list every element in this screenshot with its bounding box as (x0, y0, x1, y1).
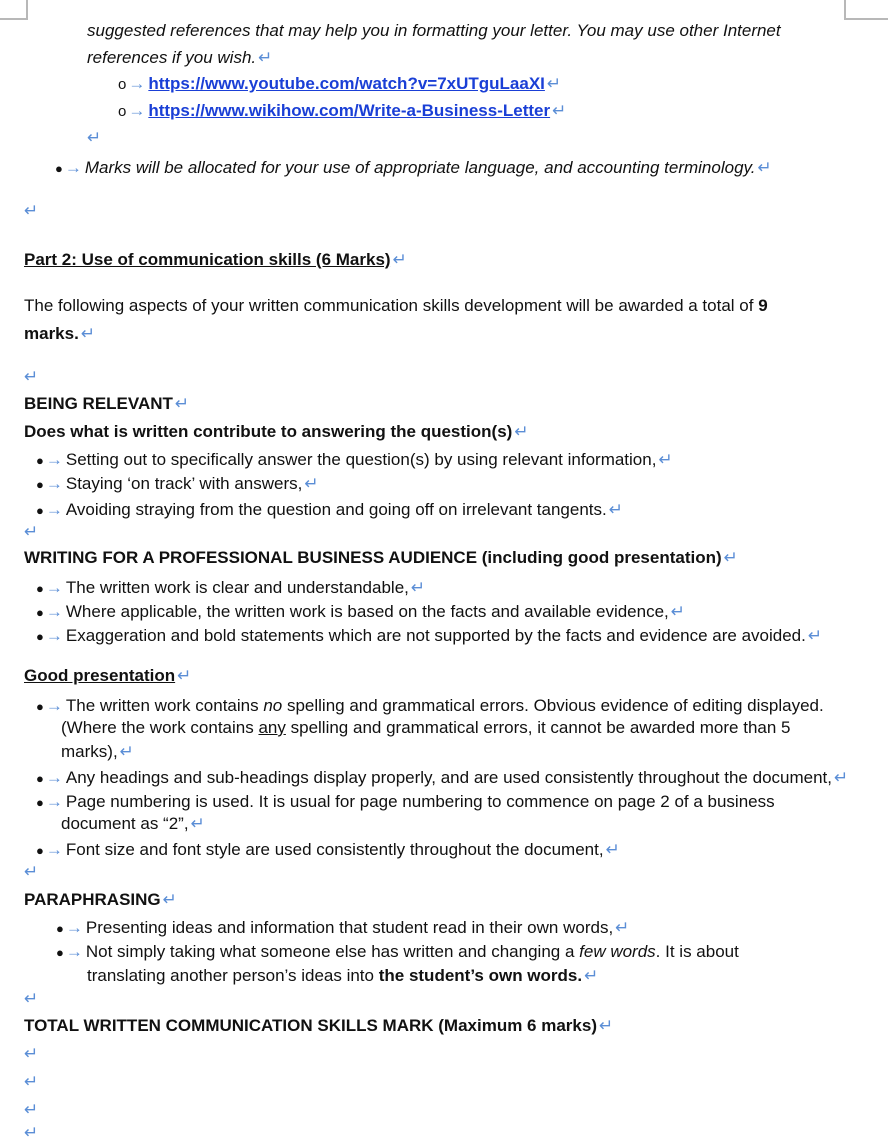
list-item-continuation: document as “2”, ↵ (61, 814, 205, 833)
bullet-icon: ● (56, 921, 64, 936)
list-item: ● → Presenting ideas and information that student read in their own words, ↵ (56, 918, 630, 937)
paragraph-mark: ↵ (24, 1123, 39, 1142)
paragraph-mark: ↵ (24, 1044, 39, 1063)
paragraph-mark: ↵ (87, 128, 102, 147)
presentation-heading: Good presentation ↵ (24, 666, 192, 685)
crop-mark-top-left (0, 0, 28, 20)
list-item: ● → Font size and font style are used consistently throughout the document, ↵ (36, 840, 620, 859)
relevant-subheading: Does what is written contribute to answering the question(s) ↵ (24, 422, 529, 441)
list-item-continuation: translating another person’s ideas into the student’s own words. ↵ (87, 966, 599, 985)
list-item: ● → Any headings and sub-headings display properly, and are used consistently throughout the document, ↵ (36, 768, 849, 787)
paragraph-mark: ↵ (24, 522, 39, 541)
part2-heading: Part 2: Use of communication skills (6 Marks) ↵ (24, 250, 407, 269)
bullet-icon: ● (36, 843, 44, 858)
bullet-icon: ● (36, 503, 44, 518)
list-item: ● → The written work is clear and understandable, ↵ (36, 578, 426, 597)
bullet-icon: ● (36, 453, 44, 468)
bullet-icon: ● (56, 945, 64, 960)
youtube-link[interactable]: https://www.youtube.com/watch?v=7xUTguLaaXI (148, 74, 545, 93)
bullet-icon: ● (55, 161, 63, 176)
list-item-continuation: (Where the work contains any spelling and grammatical errors, it cannot be awarded more than 5 (61, 718, 791, 737)
reference-link-item: o → https://www.youtube.com/watch?v=7xUTguLaaXI ↵ (118, 74, 562, 93)
wikihow-link[interactable]: https://www.wikihow.com/Write-a-Business-Letter (148, 101, 551, 120)
intro-line-2: references if you wish. ↵ (87, 48, 273, 67)
reference-link-item: o → https://www.wikihow.com/Write-a-Business-Letter ↵ (118, 101, 567, 120)
list-item: ● → Where applicable, the written work is based on the facts and available evidence, ↵ (36, 602, 686, 621)
paragraph-mark: ↵ (24, 1100, 39, 1119)
bullet-icon: ● (36, 795, 44, 810)
relevant-heading: BEING RELEVANT ↵ (24, 394, 190, 413)
list-item: ● → Not simply taking what someone else has written and changing a few words. It is about (56, 942, 739, 961)
bullet-icon: ● (36, 771, 44, 786)
intro-line-1: suggested references that may help you in formatting your letter. You may use other Internet (87, 21, 781, 40)
paragraph-mark: ↵ (24, 201, 39, 220)
paragraph-mark: ↵ (24, 862, 39, 881)
bullet-icon: ● (36, 477, 44, 492)
sub-bullet-icon: o (118, 76, 127, 93)
paragraph-mark: ↵ (24, 367, 39, 386)
list-item-continuation: marks), ↵ (61, 742, 134, 761)
total-marks-heading: TOTAL WRITTEN COMMUNICATION SKILLS MARK (Maximum 6 marks) ↵ (24, 1016, 614, 1035)
list-item: ● → The written work contains no spelling and grammatical errors. Obvious evidence of editing displayed. (36, 696, 824, 715)
list-item: ● → Setting out to specifically answer the question(s) by using relevant information, ↵ (36, 450, 673, 469)
list-item: ● → Avoiding straying from the question and going off on irrelevant tangents. ↵ (36, 500, 623, 519)
part2-paragraph-line-1: The following aspects of your written communication skills development will be awarded a total of 9 (24, 296, 768, 315)
professional-heading: WRITING FOR A PROFESSIONAL BUSINESS AUDIENCE (including good presentation) ↵ (24, 548, 738, 567)
crop-mark-top-right (844, 0, 888, 20)
list-item: ● → Staying ‘on track’ with answers, ↵ (36, 474, 319, 493)
paragraph-mark: ↵ (24, 989, 39, 1008)
list-item: ● → Page numbering is used. It is usual for page numbering to commence on page 2 of a business (36, 792, 775, 811)
marks-note: ● → Marks will be allocated for your use of appropriate language, and accounting terminology. ↵ (55, 158, 772, 177)
paragraph-mark: ↵ (24, 1072, 39, 1091)
bullet-icon: ● (36, 699, 44, 714)
sub-bullet-icon: o (118, 103, 127, 120)
bullet-icon: ● (36, 581, 44, 596)
bullet-icon: ● (36, 629, 44, 644)
list-item: ● → Exaggeration and bold statements which are not supported by the facts and evidence are avoided. ↵ (36, 626, 823, 645)
paraphrasing-heading: PARAPHRASING ↵ (24, 890, 177, 909)
bullet-icon: ● (36, 605, 44, 620)
part2-paragraph-line-2: marks. ↵ (24, 324, 96, 343)
